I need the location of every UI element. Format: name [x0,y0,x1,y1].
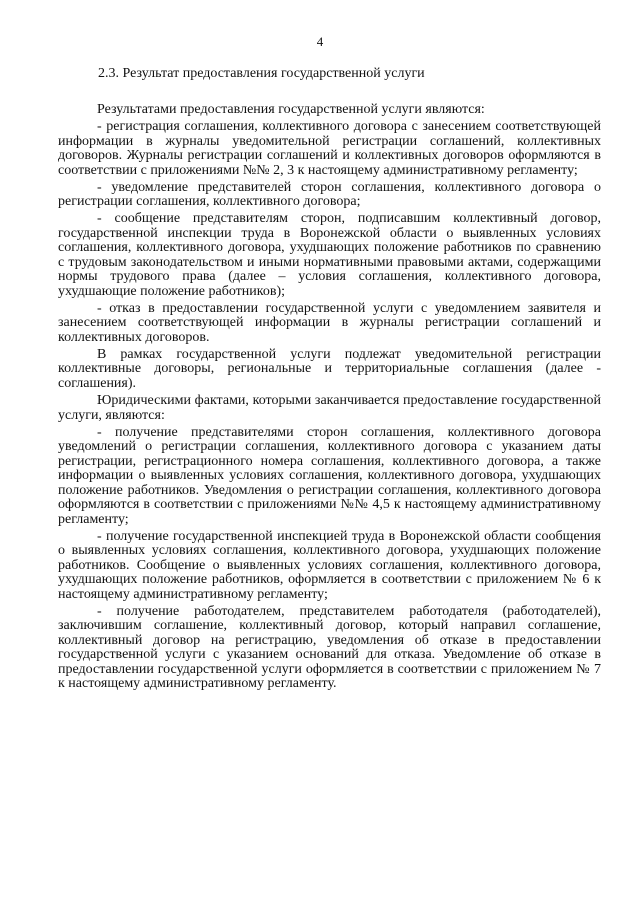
paragraph-notification: - уведомление представителей сторон соглашения, коллективного договора о регистрации соглашения, коллективного договора; [58,179,601,210]
paragraph-receipt-notifications: - получение представителями сторон соглашения, коллективного договора уведомлений о регистрации соглашения, коллективного договора с указанием даты регистрации, регистрационного номера соглашения, коллективного договора, а также информации о выявленных условиях соглашения, коллективного договора, ухудшающих положение работников. Уведомления о регистрации соглашения, коллективного договора оформляются в соответствии с приложениями №№ 4,5 к настоящему административному регламенту; [58,424,601,527]
paragraph-scope: В рамках государственной услуги подлежат уведомительной регистрации коллективные договоры, региональные и территориальные соглашения (далее - соглашения). [58,346,601,391]
section-heading: 2.3. Результат предоставления государственной услуги [98,66,425,81]
body-text [58,103,601,694]
paragraph-results-intro: Результатами предоставления государственной услуги являются: [97,102,485,117]
paragraph-message: - сообщение представителям сторон, подписавшим коллективный договор, государственной инспекции труда в Воронежской области о выявленных условиях соглашения, коллективного договора, ухудшающих положение работников по сравнению с трудовым законодательством и иными нормативными правовыми актами, содержащими нормы трудового права (далее – условия соглашения, коллективного договора, ухудшающие положение работников); [58,211,601,299]
paragraph-legal-facts-intro: Юридическими фактами, которыми заканчивается предоставление государственной услуги, являются: [58,393,601,423]
page-number: 4 [316,34,324,49]
paragraph-refusal: - отказ в предоставлении государственной услуги с уведомлением заявителя и занесением соответствующей информации в журналы регистрации соглашений и коллективных договоров. [58,300,601,345]
paragraph-receipt-inspection: - получение государственной инспекцией труда в Воронежской области сообщения о выявленных условиях соглашения, коллективного договора, ухудшающих положение работников. Сообщение о выявленных условиях соглашения, коллективного договора, ухудшающих положение работников, оформляется в соответствии с приложением № 6 к настоящему административному регламенту; [58,528,601,602]
paragraph-receipt-refusal: - получение работодателем, представителем работодателя (работодателей), заключившим соглашение, коллективный договор, который направил соглашение, коллективный договор на регистрацию, уведомления об отказе в предоставлении государственной услуги с указанием оснований для отказа. Уведомление об отказе в предоставлении государственной услуги оформляется в соответствии с приложением № 7 к настоящему административному регламенту. [58,603,601,692]
paragraph-registration: - регистрация соглашения, коллективного договора с занесением соответствующей информации в журналы уведомительной регистрации соглашений, коллективных договоров. Журналы регистрации соглашений и коллективных договоров оформляются в соответствии с приложениями №№ 2, 3 к настоящему административному регламенту; [58,119,601,178]
